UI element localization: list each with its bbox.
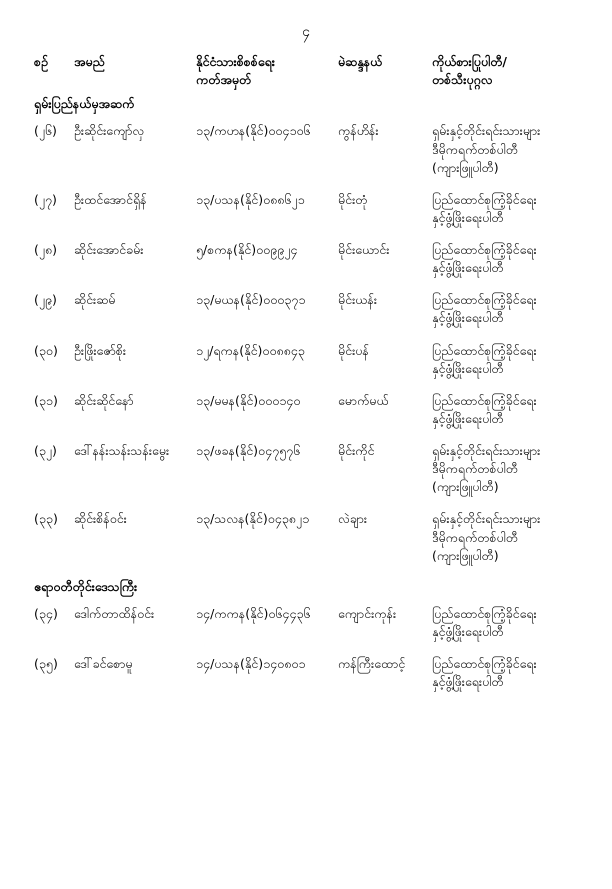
cell-constituency: လဲချား xyxy=(338,511,368,527)
cell-party xyxy=(432,385,574,435)
cell-name: ဆိုင်းစိန်ဝင်း xyxy=(74,511,127,527)
cell-serial-number: (၂၆) xyxy=(34,123,57,139)
cell-party-line: (ကျားဖြူပါတီ) xyxy=(432,479,499,495)
cell-constituency: မိုင်းတုံ xyxy=(338,191,368,207)
cell-serial-number: (၃၀) xyxy=(34,342,58,358)
cell-serial-number: (၃၂) xyxy=(34,443,57,458)
cell-nrc-number: ၁၃/မယန(နိုင်)၀၀၀၃၇၁ xyxy=(196,292,306,308)
cell-name: ဦးဆိုင်းကျော်လှ xyxy=(74,123,145,139)
cell-party xyxy=(432,648,574,698)
cell-name: ဦးဖြိုးဇော်စိုး xyxy=(74,342,127,358)
cell-name: ဒေါ်နန်းသန်းသန်းမွေး xyxy=(74,443,170,458)
cell-constituency: မိုင်းပန် xyxy=(338,342,369,358)
column-header-party xyxy=(432,53,574,89)
cell-party-line: နှင့်ဖွံ့ဖြိုးရေးပါတီ xyxy=(432,209,504,225)
cell-nrc-number: ၁၄/ကကန(နိုင်)၀၆၄၄၃၆ xyxy=(196,605,311,621)
column-header-nrc xyxy=(196,53,338,89)
cell-party-line: နှင့်ဖွံ့ဖြိုးရေးပါတီ xyxy=(432,260,504,276)
cell-nrc-number: ၁၃/ကဟန(နိုင်)၀၀၄၁၀၆ xyxy=(196,123,311,139)
column-header-no: စဉ် xyxy=(34,54,48,69)
cell-party-line: ဒီမိုကရက်တစ်ပါတီ xyxy=(432,141,518,157)
cell-constituency: မောက်မယ် xyxy=(338,392,389,408)
cell-name: ဦးထင်အောင်ရှိန် xyxy=(74,191,147,207)
cell-party-line: နှင့်ဖွံ့ဖြိုးရေးပါတီ xyxy=(432,410,504,426)
cell-party-line: ပြည်ထောင်စုကြံ့ခိုင်ရေး xyxy=(432,292,537,308)
cell-party-line: နှင့်ဖွံ့ဖြိုးရေးပါတီ xyxy=(432,674,504,690)
cell-party xyxy=(432,335,574,385)
cell-party-line: နှင့်ဖွံ့ဖြိုးရေးပါတီ xyxy=(432,624,504,639)
cell-name: ဒေါက်တာထိန်ဝင်း xyxy=(74,605,155,621)
column-header-name: အမည် xyxy=(74,54,105,69)
cell-party-line: နှင့်ဖွံ့ဖြိုးရေးပါတီ xyxy=(432,360,504,376)
cell-nrc-number: ၁၃/သလန(နိုင်)၀၄၃၈၂၁ xyxy=(196,511,310,527)
cell-nrc-number: ၁၃/မမန(နိုင်)၀၀၀၁၄၀ xyxy=(196,392,301,408)
cell-party xyxy=(432,435,574,503)
table-row xyxy=(34,115,574,183)
cell-party-line: ပြည်ထောင်စုကြံ့ခိုင်ရေး xyxy=(432,342,537,358)
column-header-constituency: မဲဆန္ဒနယ် xyxy=(338,54,383,69)
cell-name: ဆိုင်းဆမ် xyxy=(74,292,116,308)
cell-party-line: ပြည်ထောင်စုကြံ့ခိုင်ရေး xyxy=(432,656,537,672)
cell-name: ဆိုင်းအောင်ခမ်း xyxy=(74,242,144,257)
cell-party-line: ဒီမိုကရက်တစ်ပါတီ xyxy=(432,461,518,477)
table-row xyxy=(34,385,574,435)
table-header-row xyxy=(34,53,574,89)
representatives-table xyxy=(34,53,574,698)
column-header-party-line1: ကိုယ်စားပြုပါတီ/ xyxy=(432,54,507,69)
table-row xyxy=(34,284,574,334)
column-header-nrc-line2: ကတ်အမှတ် xyxy=(196,72,252,88)
cell-serial-number: (၃၄) xyxy=(34,605,58,621)
cell-party xyxy=(432,234,574,284)
cell-nrc-number: ၅/စကန(နိုင်)၀၀၉၉၂၄ xyxy=(196,242,298,257)
cell-nrc-number: ၁၄/ပသန(နိုင်)၁၄၀၈၀၁ xyxy=(196,656,306,672)
cell-party xyxy=(432,184,574,234)
cell-party-line: ပြည်ထောင်စုကြံ့ခိုင်ရေး xyxy=(432,392,537,408)
table-row xyxy=(34,503,574,571)
cell-constituency: ကျောင်းကုန်း xyxy=(338,605,397,621)
cell-serial-number: (၂၈) xyxy=(34,242,58,257)
cell-name: ဒေါ်ခင်စောမူ xyxy=(74,656,133,672)
cell-nrc-number: ၁၂/ရကန(နိုင်)၀၀၈၈၄၃ xyxy=(196,342,305,358)
cell-party xyxy=(432,598,574,648)
table-row xyxy=(34,234,574,284)
cell-party-line: ပြည်ထောင်စုကြံ့ခိုင်ရေး xyxy=(432,191,537,207)
section-heading: ဧရာဝတီတိုင်းဒေသကြီး xyxy=(34,578,138,594)
section-heading-row xyxy=(34,572,574,598)
cell-serial-number: (၃၁) xyxy=(34,392,58,408)
cell-party xyxy=(432,284,574,334)
cell-constituency: မိုင်းယန်း xyxy=(338,292,378,308)
table-row xyxy=(34,335,574,385)
table-row xyxy=(34,435,574,503)
cell-serial-number: (၂၇) xyxy=(34,191,57,207)
table-row xyxy=(34,184,574,234)
cell-serial-number: (၂၉) xyxy=(34,292,57,308)
cell-party xyxy=(432,115,574,183)
section-heading: ရှမ်းပြည်နယ်မှအဆက် xyxy=(34,96,135,112)
cell-party-line: (ကျားဖြူပါတီ) xyxy=(432,159,499,175)
page-number: ၄ xyxy=(302,24,310,40)
cell-party-line: ပြည်ထောင်စုကြံ့ခိုင်ရေး xyxy=(432,605,537,621)
cell-constituency: မိုင်းယောင်း xyxy=(338,242,390,257)
column-header-nrc-line1: နိုင်ငံသားစိစစ်ရေး xyxy=(196,54,275,69)
cell-party xyxy=(432,503,574,571)
column-header-party-line2: တစ်သီးပုဂ္ဂလ xyxy=(432,72,493,88)
cell-party-line: ရှမ်းနှင့်တိုင်းရင်းသားများ xyxy=(432,511,541,527)
cell-party-line: နှင့်ဖွံ့ဖြိုးရေးပါတီ xyxy=(432,310,504,326)
cell-constituency: ကွန်ဟိန်း xyxy=(338,123,379,139)
cell-party-line: ရှမ်းနှင့်တိုင်းရင်းသားများ xyxy=(432,443,541,458)
cell-party-line: ရှမ်းနှင့်တိုင်းရင်းသားများ xyxy=(432,123,541,139)
cell-constituency: ကန်ကြီးထောင့် xyxy=(338,656,406,672)
cell-name: ဆိုင်းဆိုင်နော် xyxy=(74,392,134,408)
section-heading-row xyxy=(34,89,574,115)
table-body xyxy=(34,89,574,698)
cell-serial-number: (၃၅) xyxy=(34,656,58,672)
cell-party-line: ပြည်ထောင်စုကြံ့ခိုင်ရေး xyxy=(432,242,537,257)
cell-nrc-number: ၁၃/ပသန(နိုင်)၀၈၈၆၂၁ xyxy=(196,191,305,207)
cell-constituency: မိုင်းကိုင် xyxy=(338,443,375,458)
table-row xyxy=(34,648,574,698)
cell-serial-number: (၃၃) xyxy=(34,511,58,527)
table-row xyxy=(34,598,574,648)
cell-nrc-number: ၁၃/ဖခန(နိုင်)၀၄၇၅၇၆ xyxy=(196,443,301,458)
cell-party-line: ဒီမိုကရက်တစ်ပါတီ xyxy=(432,529,518,545)
cell-party-line: (ကျားဖြူပါတီ) xyxy=(432,547,499,563)
